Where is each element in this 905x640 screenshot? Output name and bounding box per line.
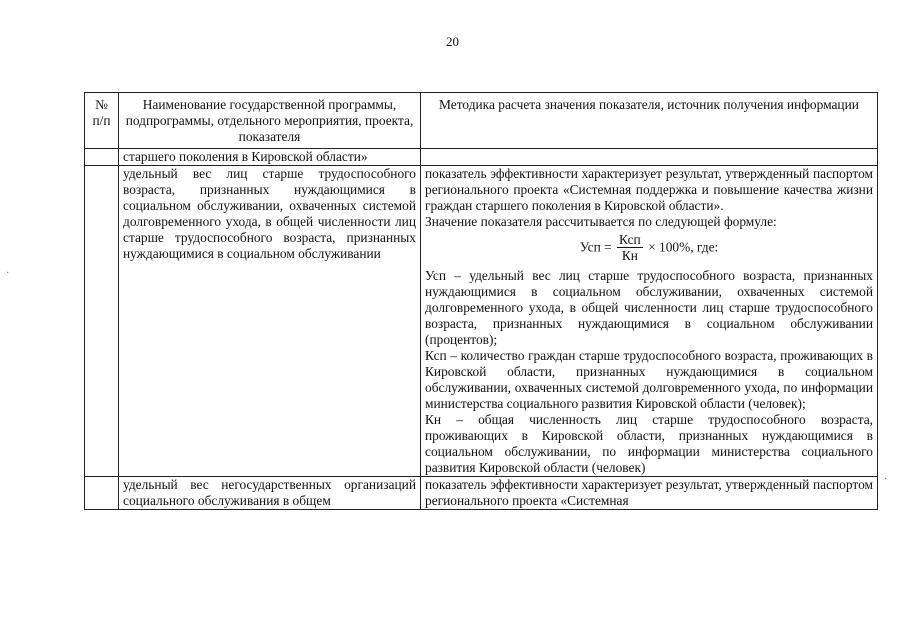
indicator-method <box>421 166 878 477</box>
formula-intro: Значение показателя рассчитывается по следующей формуле: <box>425 214 777 229</box>
formula-lhs: Усп = <box>579 239 612 255</box>
definition-usp: Усп – удельный вес лиц старше трудоспособного возраста, признанных нуждающимися в социальном обслуживании, охваченных системой долговременного ухода, в общей численности лиц старше трудоспособного возраста, признанных нуждающимися в социальном обслуживании (процентов); <box>425 268 873 347</box>
indicator-name: удельный вес лиц старше трудоспособного возраста, признанных нуждающимися в социальном обслуживании, охваченных системой долговременного ухода, в общей численности лиц старше трудоспособного возраста, признанных нуждающимися в социальном обслуживании <box>119 166 421 477</box>
row-name-cell: старшего поколения в Кировской области» <box>119 149 421 166</box>
formula-denominator: Кн <box>621 248 638 263</box>
table-row <box>85 166 878 477</box>
row-number-cell <box>85 149 119 166</box>
method-intro: показатель эффективности характеризует результат, утвержденный паспортом регионального проекта «Системная поддержка и повышение качества жизни граждан старшего поколения в Кировской области». <box>425 166 873 213</box>
formula-rhs: × 100%, где: <box>648 239 719 255</box>
indicator-method: показатель эффективности характеризует результат, утвержденный паспортом регионального проекта «Системная <box>421 477 878 510</box>
header-method: Методика расчета значения показателя, источник получения информации <box>421 93 878 149</box>
row-method-cell <box>421 149 878 166</box>
formula-fraction <box>617 232 643 263</box>
table-row <box>85 149 878 166</box>
formula <box>425 232 873 268</box>
scan-speck: · <box>6 268 10 279</box>
header-row <box>85 93 878 149</box>
indicator-name: удельный вес негосударственных организаций социального обслуживания в общем <box>119 477 421 510</box>
definition-ksp: Ксп – количество граждан старше трудоспособного возраста, проживающих в Кировской области, признанных нуждающимися в социальном обслуживании, охваченных системой долговременного ухода, по информации министерства социального развития Кировской области (человек); <box>425 348 873 411</box>
indicators-table <box>84 92 878 510</box>
table-row <box>85 477 878 510</box>
definition-kn: Кн – общая численность лиц старше трудоспособного возраста, проживающих в Кировской области, признанных нуждающимися в социальном обслуживании, по информации министерства социального развития Кировской области (человек) <box>425 412 873 475</box>
scan-speck: · <box>884 474 888 485</box>
row-number-cell <box>85 166 119 477</box>
page-number: 20 <box>446 34 459 49</box>
formula-numerator: Ксп <box>619 232 641 247</box>
header-num: № п/п <box>85 93 119 149</box>
row-number-cell <box>85 477 119 510</box>
header-name: Наименование государственной программы, подпрограммы, отдельного мероприятия, проекта, показателя <box>119 93 421 149</box>
